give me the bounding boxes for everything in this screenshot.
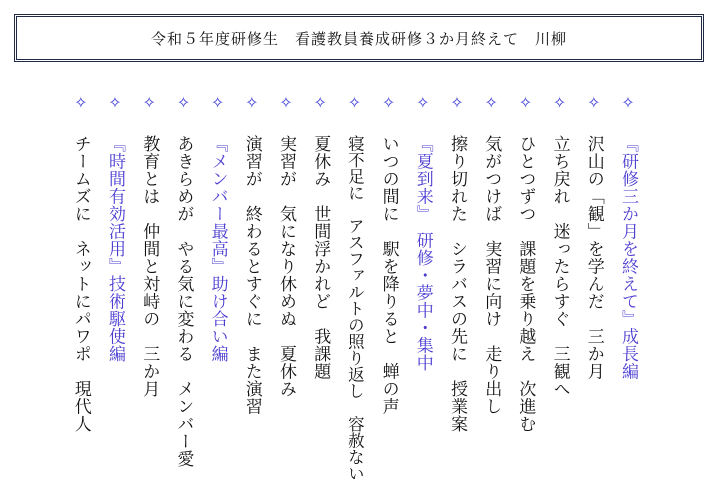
senryu-verse: チームズに ネットにパワポ 現代人 (70, 135, 91, 433)
senryu-verse: いつの間に 駅を降りると 蝉の声 (378, 135, 399, 415)
sparkle-icon: ✧ (245, 93, 259, 112)
sparkle-icon: ✧ (108, 93, 122, 112)
senryu-column (476, 95, 506, 495)
senryu-column (339, 95, 369, 495)
sparkle-icon: ✧ (142, 93, 156, 112)
section-heading: 『夏到来』 研修・夢中・集中 (412, 135, 433, 372)
senryu-verse: あきらめが やる気に変わる メンバー愛 (173, 135, 194, 468)
senryu-verse: 夏休み 世間浮かれど 我課題 (310, 135, 331, 380)
senryu-column (237, 95, 267, 495)
sparkle-icon: ✧ (381, 93, 396, 112)
sparkle-icon: ✧ (621, 93, 635, 112)
section-heading-column (408, 95, 438, 495)
senryu-poem-area (0, 95, 720, 495)
senryu-verse: 立ち戻れ 迷ったらすぐ 三観へ (549, 135, 570, 398)
sparkle-icon: ✧ (552, 93, 567, 112)
senryu-column (545, 95, 575, 495)
section-heading-column (203, 95, 233, 495)
sparkle-icon: ✧ (279, 93, 293, 112)
section-heading: 『メンバー最高』助け合い編 (207, 135, 228, 363)
senryu-verse: 擦り切れた シラバスの先に 授業案 (447, 135, 467, 433)
sparkle-icon: ✧ (210, 93, 225, 112)
senryu-column (442, 95, 472, 495)
senryu-column (134, 95, 164, 495)
sparkle-icon: ✧ (518, 93, 533, 112)
senryu-column (66, 95, 96, 495)
senryu-column (305, 95, 335, 495)
section-heading: 『時間有効活用』技術駆使編 (105, 135, 125, 363)
sparkle-icon: ✧ (587, 93, 601, 112)
page-title: 令和５年度研修生 看護教員養成研修３か月終えて 川柳 (150, 29, 567, 48)
senryu-verse: 寝不足に アスファルトの照り返し 容赦ない (345, 135, 365, 482)
sparkle-icon: ✧ (74, 93, 88, 112)
senryu-verse: 教育とは 仲間と対峙の 三か月 (139, 135, 160, 398)
title-frame (14, 14, 704, 62)
sparkle-icon: ✧ (347, 93, 362, 112)
section-heading: 『研修三か月を終えて』成長編 (618, 135, 638, 380)
section-heading-column (613, 95, 643, 495)
sparkle-icon: ✧ (484, 93, 498, 112)
senryu-column (579, 95, 609, 495)
senryu-verse: 気がつけば 実習に向け 走り出し (481, 135, 502, 415)
section-heading-column (100, 95, 130, 495)
senryu-verse: 演習が 終わるとすぐに また演習 (241, 135, 262, 415)
senryu-verse: ひとつずつ 課題を乗り越え 次進む (515, 135, 536, 433)
senryu-column (510, 95, 540, 495)
senryu-verse: 実習が 気になり休めぬ 夏休み (276, 135, 296, 398)
senryu-verse: 沢山の「観」を学んだ 三か月 (583, 135, 604, 380)
sparkle-icon: ✧ (416, 93, 430, 112)
sparkle-icon: ✧ (450, 93, 464, 112)
senryu-column (168, 95, 198, 495)
sparkle-icon: ✧ (176, 93, 191, 112)
sparkle-icon: ✧ (313, 93, 327, 112)
senryu-column (374, 95, 404, 495)
senryu-column (271, 95, 301, 495)
